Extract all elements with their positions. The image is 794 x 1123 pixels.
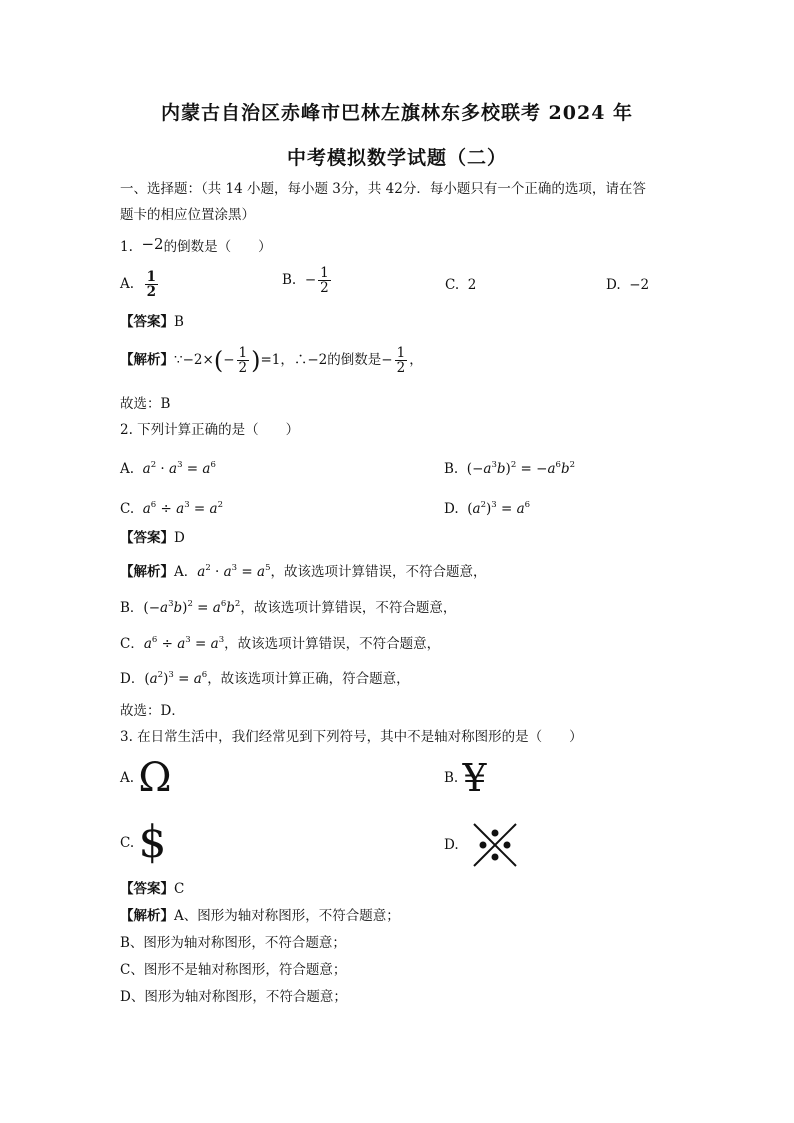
q2-option-c-label: C. [120,501,135,517]
q2-analysis-b-text: ，故该选项计算错误，不符合题意， [240,600,457,616]
q1-option-b [282,266,333,295]
q3-option-d-label: D. [444,837,459,853]
q1-analysis-part-c: ， [409,352,423,368]
q3-option-b [444,758,487,798]
q1-option-a-fraction [145,270,158,299]
q3-option-c-label: C. [120,835,135,851]
q1-analysis: 【解析】∵−2×(− $\frac{1}{2}$ )=1，∴−2的倒数是− $\frac{1}{2}$ ， [120,345,423,376]
q1-answer [120,313,184,331]
left-paren: ( [213,346,224,375]
q3-option-a-label: A. [120,770,135,786]
answer-tag: 【答案】 [120,314,174,330]
fraction-denominator: 2 [146,284,157,300]
q1-option-c [445,276,476,294]
q2-option-c: C. $a^6 \div a^3 = a^2$ [120,500,223,517]
fraction-numerator: 1 [320,265,329,281]
fraction-denominator: 2 [396,360,406,376]
q1-option-d-value: −2 [629,277,650,293]
q3-stem: 3. 在日常生活中，我们经常见到下列符号，其中不是轴对称图形的是（ ） [120,729,583,745]
q3-option-c [120,817,167,868]
answer-value: C [174,881,185,897]
q1-option-b-fraction [318,266,331,295]
q1-analysis-fraction-2 [395,346,408,375]
q2-option-d-label: D. [444,501,459,517]
q2-analysis-b-prefix: B． [120,600,144,616]
q1-analysis-fraction-1 [237,346,250,375]
fraction-numerator: 1 [238,345,248,361]
omega-symbol-icon: Ω [138,755,172,801]
q2-analysis-c-text: ，故该选项计算错误，不符合题意， [224,636,441,652]
q1-option-b-sign: − [304,272,317,288]
q2-analysis-d-text: ，故该选项计算正确，符合题意， [207,671,410,687]
answer-tag: 【答案】 [120,530,174,546]
q2-analysis-c-prefix: C． [120,636,144,652]
analysis-tag: 【解析】 [120,908,174,924]
yen-symbol-icon: ¥ [462,756,487,800]
q2-option-b-label: B. [444,461,459,477]
q3-analysis-d: D、图形为轴对称图形，不符合题意； [120,989,347,1005]
q1-option-b-label: B. [282,272,297,288]
q1-expression: −2 [141,235,164,253]
fraction-denominator: 2 [238,360,248,376]
q2-analysis-b: B．$(-a^3b)^2 = a^6b^2$，故该选项计算错误，不符合题意， [120,599,457,616]
section-instruction-1: 一、选择题：（共 14 小题，每小题 3分，共 42分．每小题只有一个正确的选项，请在答 [120,181,646,197]
q1-stem-text: 的倒数是（ ） [163,239,272,255]
right-paren: ) [251,346,261,375]
q1-number: 1. [120,239,133,255]
answer-value: B [174,314,184,330]
q2-option-a-label: A. [120,461,135,477]
q2-conclusion: 故选：D． [120,703,185,719]
doc-title-line1: 内蒙古自治区赤峰市巴林左旗林东多校联考 2024 年 [160,102,634,124]
fraction-numerator: 1 [396,345,406,361]
q1-analysis-part-b: =1，∴−2的倒数是 [260,352,382,368]
q2-option-a: A. $a^2 \cdot a^3 = a^6$ [120,460,216,477]
q1-stem [120,235,272,256]
q2-option-d: D. $(a^2)^3 = a^6$ [444,500,531,517]
q3-analysis-b: B、图形为轴对称图形，不符合题意； [120,935,346,951]
analysis-tag: 【解析】 [120,564,174,580]
q1-option-a [120,270,160,299]
q2-stem: 2. 下列计算正确的是（ ） [120,422,300,438]
q2-analysis-a-prefix: A． [174,564,198,580]
q3-option-b-label: B. [444,770,459,786]
q3-analysis-c: C、图形不是轴对称图形，符合题意； [120,962,347,978]
q2-analysis-d-prefix: D． [120,671,145,687]
q1-option-d [606,276,649,294]
section-instruction-2: 题卡的相应位置涂黑） [120,207,255,223]
q3-option-d [444,822,519,868]
fraction-denominator: 2 [320,280,329,296]
q2-answer [120,529,185,547]
q1-option-a-label: A. [120,276,135,292]
q1-analysis-part-a: ∵−2× [174,352,214,368]
doc-title-line2: 中考模拟数学试题（二） [286,147,507,169]
dollar-symbol-icon: $ [138,817,167,868]
q2-analysis-c: C．$a^6 \div a^3 = a^3$，故该选项计算错误，不符合题意， [120,635,441,652]
q1-option-c-label: C. [445,277,460,293]
fraction-numerator: 1 [146,269,157,285]
q3-option-a [120,755,172,801]
q2-option-b: B. $(-a^3b)^2 = -a^6b^2$ [444,460,576,477]
q3-answer [120,880,184,898]
q2-analysis-a: 【解析】A．$a^2 \cdot a^3 = a^5$，故该选项计算错误，不符合题意， [120,563,487,580]
q3-analysis-a-text: A、图形为轴对称图形，不符合题意； [174,908,400,924]
q2-analysis-a-text: ，故该选项计算错误，不符合题意， [270,564,487,580]
analysis-tag: 【解析】 [120,352,174,368]
divide-cross-symbol-icon [471,822,519,868]
q1-conclusion: 故选：B [120,396,171,412]
answer-value: D [174,530,185,546]
q1-option-c-value: 2 [467,277,477,293]
answer-tag: 【答案】 [120,881,174,897]
q2-analysis-d: D．$(a^2)^3 = a^6$，故该选项计算正确，符合题意， [120,670,410,687]
q1-option-d-label: D. [606,277,621,293]
q3-analysis-a [120,907,400,925]
